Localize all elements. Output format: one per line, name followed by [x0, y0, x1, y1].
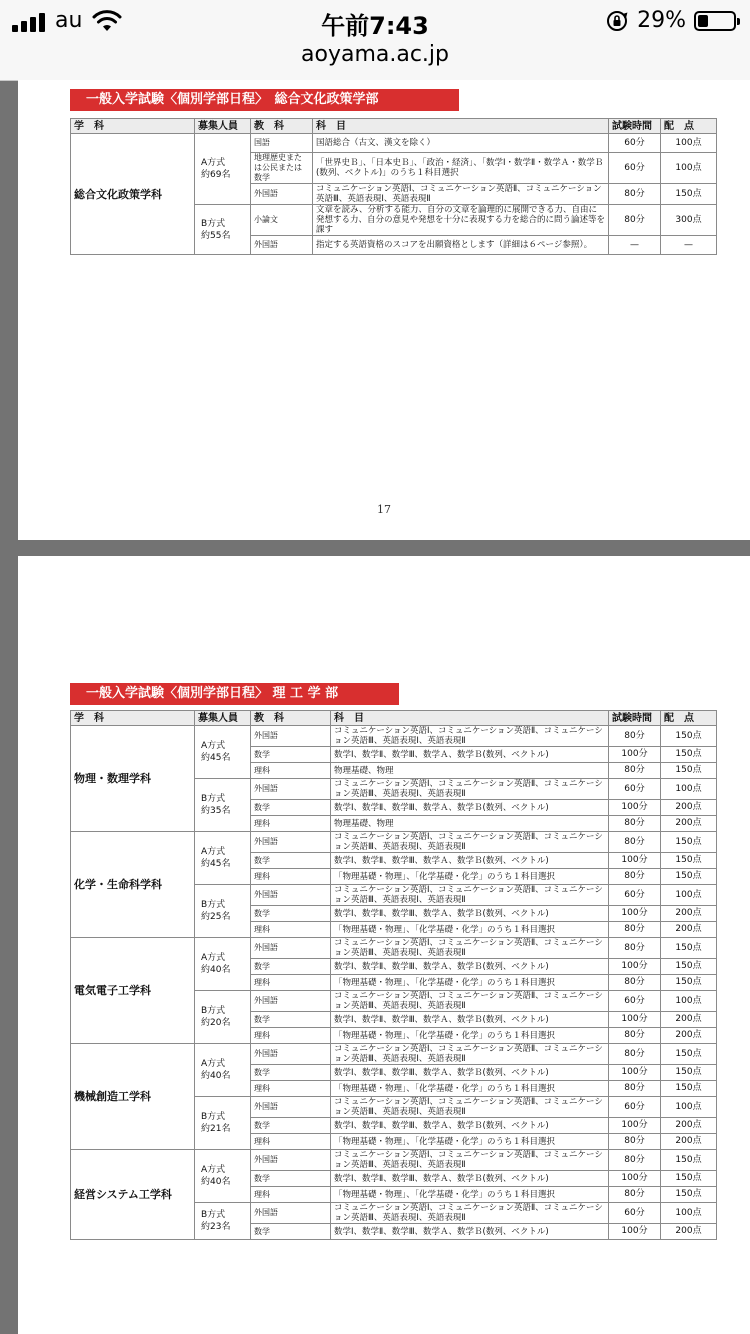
subject-category: 数学 — [251, 1065, 331, 1081]
table-header-row — [71, 711, 717, 726]
subject-content: コミュニケーション英語Ⅰ、コミュニケーション英語Ⅱ、コミュニケーション英語Ⅲ、英語表現Ⅰ、英語表現Ⅱ — [331, 1044, 609, 1065]
exam-points: 150点 — [661, 869, 717, 885]
exam-time: 60分 — [609, 991, 661, 1012]
exam-time: 80分 — [609, 938, 661, 959]
subject-category: 国語 — [251, 134, 313, 153]
subject-content: 数学Ⅰ、数学Ⅱ、数学Ⅲ、数学Ａ、数学Ｂ(数列、ベクトル) — [331, 1065, 609, 1081]
subject-category: 理科 — [251, 1187, 331, 1203]
exam-time: 80分 — [609, 832, 661, 853]
exam-time: 80分 — [609, 869, 661, 885]
exam-time: 80分 — [609, 816, 661, 832]
subject-content: コミュニケーション英語Ⅰ、コミュニケーション英語Ⅱ、コミュニケーション英語Ⅲ、英語表現Ⅰ、英語表現Ⅱ — [331, 779, 609, 800]
department-name: 電気電子工学科 — [71, 938, 195, 1044]
section-heading: 一般入学試験〈個別学部日程〉 総合文化政策学部 — [70, 89, 459, 111]
subject-category: 外国語 — [251, 236, 313, 255]
subject-content: 数学Ⅰ、数学Ⅱ、数学Ⅲ、数学Ａ、数学Ｂ(数列、ベクトル) — [331, 959, 609, 975]
subject-content: コミュニケーション英語Ⅰ、コミュニケーション英語Ⅱ、コミュニケーション英語Ⅲ、英語表現Ⅰ、英語表現Ⅱ — [331, 991, 609, 1012]
exam-time: 100分 — [609, 1171, 661, 1187]
exam-time: 60分 — [609, 134, 661, 153]
subject-category: 数学 — [251, 1224, 331, 1240]
exam-points: 150点 — [661, 959, 717, 975]
column-header: 募集人員 — [195, 119, 251, 134]
exam-points: 100点 — [661, 991, 717, 1012]
subject-category: 数学 — [251, 800, 331, 816]
admission-quota: A方式 約45名 — [195, 726, 251, 779]
column-header: 教 科 — [251, 711, 331, 726]
exam-time: 80分 — [609, 1134, 661, 1150]
exam-time: 80分 — [609, 763, 661, 779]
document-page-17 — [18, 80, 750, 540]
department-name: 化学・生命科学科 — [71, 832, 195, 938]
subject-category: 理科 — [251, 869, 331, 885]
subject-content: 国語総合（古文、漢文を除く） — [313, 134, 609, 153]
subject-content: コミュニケーション英語Ⅰ、コミュニケーション英語Ⅱ、コミュニケーション英語Ⅲ、英語表現Ⅰ、英語表現Ⅱ — [331, 832, 609, 853]
subject-category: 外国語 — [251, 1203, 331, 1224]
exam-time: 60分 — [609, 153, 661, 184]
admission-quota: B方式 約35名 — [195, 779, 251, 832]
subject-content: コミュニケーション英語Ⅰ、コミュニケーション英語Ⅱ、コミュニケーション英語Ⅲ、英語表現Ⅰ、英語表現Ⅱ — [331, 885, 609, 906]
subject-content: 数学Ⅰ、数学Ⅱ、数学Ⅲ、数学Ａ、数学Ｂ(数列、ベクトル) — [331, 1118, 609, 1134]
exam-time: 100分 — [609, 1224, 661, 1240]
carrier-label: au — [55, 8, 83, 33]
rotation-lock-icon — [605, 9, 629, 33]
exam-points: 200点 — [661, 922, 717, 938]
subject-content: 「物理基礎・物理」、「化学基礎・化学」のうち１科目選択 — [331, 922, 609, 938]
subject-content: 数学Ⅰ、数学Ⅱ、数学Ⅲ、数学Ａ、数学Ｂ(数列、ベクトル) — [331, 1012, 609, 1028]
admission-quota: A方式 約40名 — [195, 938, 251, 991]
exam-time: 80分 — [609, 1028, 661, 1044]
exam-points: 100点 — [661, 153, 717, 184]
exam-points: 100点 — [661, 1097, 717, 1118]
subject-category: 数学 — [251, 1171, 331, 1187]
exam-points: 150点 — [661, 1150, 717, 1171]
subject-category: 外国語 — [251, 184, 313, 205]
admission-quota: A方式 約45名 — [195, 832, 251, 885]
subject-content: 「世界史Ｂ」、「日本史Ｂ」、「政治・経済」、「数学Ⅰ・数学Ⅱ・数学Ａ・数学Ｂ(数列、ベクトル)」のうち１科目選択 — [313, 153, 609, 184]
subject-content: 数学Ⅰ、数学Ⅱ、数学Ⅲ、数学Ａ、数学Ｂ(数列、ベクトル) — [331, 747, 609, 763]
address-bar-url[interactable]: aoyama.ac.jp — [301, 42, 449, 67]
exam-table — [70, 118, 717, 255]
subject-category: 外国語 — [251, 1097, 331, 1118]
subject-content: コミュニケーション英語Ⅰ、コミュニケーション英語Ⅱ、コミュニケーション英語Ⅲ、英語表現Ⅰ、英語表現Ⅱ — [313, 184, 609, 205]
subject-category: 理科 — [251, 816, 331, 832]
subject-category: 理科 — [251, 1028, 331, 1044]
exam-points: 200点 — [661, 1224, 717, 1240]
exam-time: 80分 — [609, 205, 661, 236]
table-row — [71, 134, 717, 153]
subject-content: 「物理基礎・物理」、「化学基礎・化学」のうち１科目選択 — [331, 1134, 609, 1150]
exam-time: 80分 — [609, 1187, 661, 1203]
column-header: 試験時間 — [609, 711, 661, 726]
exam-time: 80分 — [609, 975, 661, 991]
subject-category: 外国語 — [251, 779, 331, 800]
document-page-18 — [18, 556, 750, 1334]
column-header: 配 点 — [661, 119, 717, 134]
table-row — [71, 726, 717, 747]
exam-time: 100分 — [609, 1118, 661, 1134]
exam-time: 80分 — [609, 1150, 661, 1171]
exam-points: — — [661, 236, 717, 255]
subject-category: 外国語 — [251, 1150, 331, 1171]
admission-quota: A方式 約69名 — [195, 134, 251, 205]
exam-points: 150点 — [661, 1187, 717, 1203]
exam-table — [70, 710, 717, 1240]
exam-points: 150点 — [661, 184, 717, 205]
exam-time: 100分 — [609, 959, 661, 975]
subject-content: 「物理基礎・物理」、「化学基礎・化学」のうち１科目選択 — [331, 1187, 609, 1203]
column-header: 配 点 — [661, 711, 717, 726]
exam-points: 200点 — [661, 1134, 717, 1150]
admission-quota: B方式 約21名 — [195, 1097, 251, 1150]
subject-category: 理科 — [251, 922, 331, 938]
exam-points: 100点 — [661, 779, 717, 800]
page-number: 17 — [377, 503, 391, 516]
subject-category: 数学 — [251, 853, 331, 869]
subject-category: 数学 — [251, 747, 331, 763]
exam-points: 200点 — [661, 906, 717, 922]
subject-content: コミュニケーション英語Ⅰ、コミュニケーション英語Ⅱ、コミュニケーション英語Ⅲ、英語表現Ⅰ、英語表現Ⅱ — [331, 938, 609, 959]
admission-quota: B方式 約20名 — [195, 991, 251, 1044]
exam-time: — — [609, 236, 661, 255]
exam-points: 200点 — [661, 800, 717, 816]
exam-time: 60分 — [609, 779, 661, 800]
subject-category: 数学 — [251, 1012, 331, 1028]
exam-points: 150点 — [661, 975, 717, 991]
exam-time: 100分 — [609, 906, 661, 922]
subject-content: 「物理基礎・物理」、「化学基礎・化学」のうち１科目選択 — [331, 1081, 609, 1097]
subject-category: 理科 — [251, 1134, 331, 1150]
exam-time: 100分 — [609, 800, 661, 816]
column-header: 科 目 — [331, 711, 609, 726]
exam-points: 150点 — [661, 763, 717, 779]
battery-fill — [698, 15, 708, 27]
subject-content: コミュニケーション英語Ⅰ、コミュニケーション英語Ⅱ、コミュニケーション英語Ⅲ、英語表現Ⅰ、英語表現Ⅱ — [331, 726, 609, 747]
subject-content: 指定する英語資格のスコアを出願資格とします（詳細は６ページ参照）。 — [313, 236, 609, 255]
subject-content: 数学Ⅰ、数学Ⅱ、数学Ⅲ、数学Ａ、数学Ｂ(数列、ベクトル) — [331, 800, 609, 816]
subject-category: 数学 — [251, 959, 331, 975]
section-heading: 一般入学試験〈個別学部日程〉 理 工 学 部 — [70, 683, 399, 705]
exam-points: 200点 — [661, 816, 717, 832]
subject-content: 「物理基礎・物理」、「化学基礎・化学」のうち１科目選択 — [331, 869, 609, 885]
table-row — [71, 938, 717, 959]
exam-time: 80分 — [609, 184, 661, 205]
battery-percent: 29% — [637, 8, 686, 33]
table-row — [71, 1044, 717, 1065]
subject-category: 数学 — [251, 906, 331, 922]
table-row — [71, 1150, 717, 1171]
exam-points: 150点 — [661, 832, 717, 853]
subject-content: 文章を読み、分析する能力、自分の文章を論理的に展開できる力、自由に発想する力、自分の意見や発想を十分に表現する力を総合的に問う論述等を課す — [313, 205, 609, 236]
subject-content: 物理基礎、物理 — [331, 763, 609, 779]
subject-category: 外国語 — [251, 938, 331, 959]
table-header-row — [71, 119, 717, 134]
exam-points: 150点 — [661, 1065, 717, 1081]
exam-time: 60分 — [609, 1203, 661, 1224]
subject-content: 数学Ⅰ、数学Ⅱ、数学Ⅲ、数学Ａ、数学Ｂ(数列、ベクトル) — [331, 853, 609, 869]
exam-points: 300点 — [661, 205, 717, 236]
exam-time: 100分 — [609, 853, 661, 869]
subject-content: コミュニケーション英語Ⅰ、コミュニケーション英語Ⅱ、コミュニケーション英語Ⅲ、英語表現Ⅰ、英語表現Ⅱ — [331, 1203, 609, 1224]
subject-category: 地理歴史または公民または数学 — [251, 153, 313, 184]
exam-points: 150点 — [661, 747, 717, 763]
subject-category: 外国語 — [251, 1044, 331, 1065]
admission-quota: B方式 約25名 — [195, 885, 251, 938]
admission-quota: B方式 約55名 — [195, 205, 251, 255]
column-header: 募集人員 — [195, 711, 251, 726]
exam-time: 100分 — [609, 1065, 661, 1081]
exam-time: 60分 — [609, 885, 661, 906]
subject-category: 理科 — [251, 1081, 331, 1097]
admission-quota: A方式 約40名 — [195, 1150, 251, 1203]
department-name: 経営システム工学科 — [71, 1150, 195, 1240]
exam-points: 150点 — [661, 853, 717, 869]
subject-content: 数学Ⅰ、数学Ⅱ、数学Ⅲ、数学Ａ、数学Ｂ(数列、ベクトル) — [331, 1224, 609, 1240]
subject-category: 外国語 — [251, 885, 331, 906]
exam-time: 80分 — [609, 922, 661, 938]
exam-points: 200点 — [661, 1028, 717, 1044]
exam-points: 100点 — [661, 134, 717, 153]
exam-points: 150点 — [661, 1044, 717, 1065]
subject-category: 理科 — [251, 975, 331, 991]
column-header: 試験時間 — [609, 119, 661, 134]
admission-quota: A方式 約40名 — [195, 1044, 251, 1097]
browser-top-bar — [0, 0, 750, 81]
exam-points: 200点 — [661, 1118, 717, 1134]
exam-time: 100分 — [609, 747, 661, 763]
exam-time: 80分 — [609, 1081, 661, 1097]
exam-time: 80分 — [609, 1044, 661, 1065]
department-name: 機械創造工学科 — [71, 1044, 195, 1150]
subject-content: 物理基礎、物理 — [331, 816, 609, 832]
battery-icon — [694, 11, 736, 31]
department-name: 物理・数理学科 — [71, 726, 195, 832]
subject-content: 「物理基礎・物理」、「化学基礎・化学」のうち１科目選択 — [331, 1028, 609, 1044]
subject-content: 「物理基礎・物理」、「化学基礎・化学」のうち１科目選択 — [331, 975, 609, 991]
column-header: 教 科 — [251, 119, 313, 134]
admission-quota: B方式 約23名 — [195, 1203, 251, 1240]
subject-content: 数学Ⅰ、数学Ⅱ、数学Ⅲ、数学Ａ、数学Ｂ(数列、ベクトル) — [331, 906, 609, 922]
exam-time: 100分 — [609, 1012, 661, 1028]
exam-points: 200点 — [661, 1012, 717, 1028]
exam-time: 80分 — [609, 726, 661, 747]
exam-points: 150点 — [661, 1171, 717, 1187]
subject-category: 外国語 — [251, 991, 331, 1012]
column-header: 学 科 — [71, 119, 195, 134]
status-right — [605, 8, 736, 33]
status-time: 午前7:43 — [321, 12, 429, 40]
exam-points: 150点 — [661, 726, 717, 747]
exam-points: 100点 — [661, 885, 717, 906]
subject-content: 数学Ⅰ、数学Ⅱ、数学Ⅲ、数学Ａ、数学Ｂ(数列、ベクトル) — [331, 1171, 609, 1187]
exam-points: 100点 — [661, 1203, 717, 1224]
subject-category: 小論文 — [251, 205, 313, 236]
exam-points: 150点 — [661, 1081, 717, 1097]
exam-time: 60分 — [609, 1097, 661, 1118]
subject-category: 外国語 — [251, 726, 331, 747]
department-name: 総合文化政策学科 — [71, 134, 195, 255]
subject-content: コミュニケーション英語Ⅰ、コミュニケーション英語Ⅱ、コミュニケーション英語Ⅲ、英語表現Ⅰ、英語表現Ⅱ — [331, 1097, 609, 1118]
subject-category: 外国語 — [251, 832, 331, 853]
subject-category: 数学 — [251, 1118, 331, 1134]
subject-category: 理科 — [251, 763, 331, 779]
column-header: 科 目 — [313, 119, 609, 134]
table-row — [71, 832, 717, 853]
column-header: 学 科 — [71, 711, 195, 726]
subject-content: コミュニケーション英語Ⅰ、コミュニケーション英語Ⅱ、コミュニケーション英語Ⅲ、英語表現Ⅰ、英語表現Ⅱ — [331, 1150, 609, 1171]
exam-points: 150点 — [661, 938, 717, 959]
